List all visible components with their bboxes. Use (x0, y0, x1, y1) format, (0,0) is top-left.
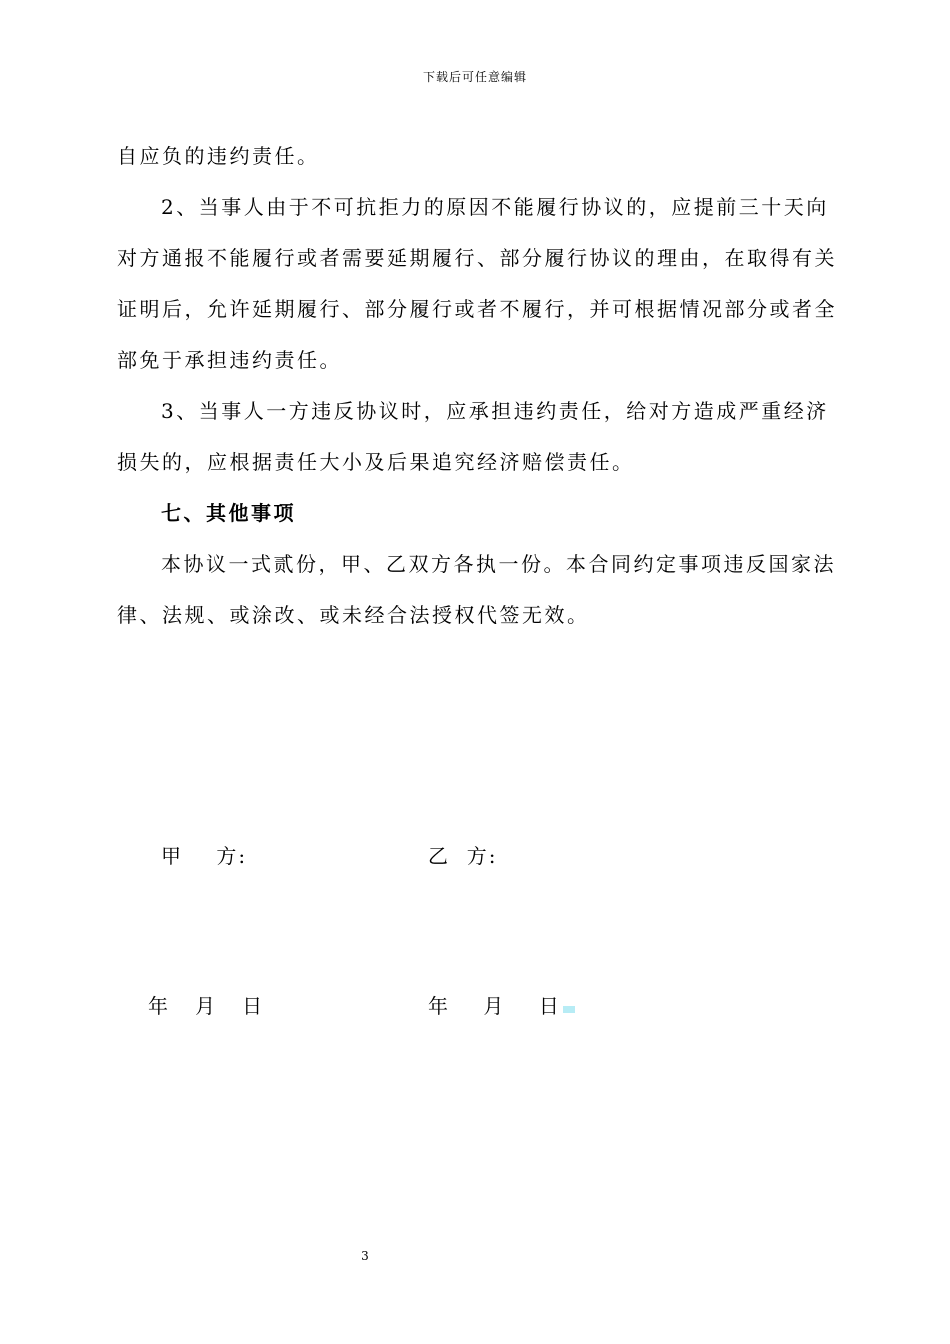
page-number: 3 (361, 1249, 369, 1263)
date-party-a (148, 990, 264, 1019)
page-header: 下载后可任意编辑 (422, 70, 527, 84)
section-title-other-matters: 七、其他事项 (161, 501, 296, 525)
paragraph-continuation: 自应负的违约责任。 (117, 144, 320, 168)
paragraph-breach: 3、当事人一方违反协议时，应承担违约责任，给对方造成严重经济损失的，应根据责任大小及后果追究经济赔偿责任。 (117, 399, 829, 474)
party-b-label: 乙 方: (428, 844, 498, 868)
date-party-b-text: 年 月 日 (428, 994, 561, 1018)
paragraph-force-majeure: 2、当事人由于不可抗拒力的原因不能履行协议的，应提前三十天向对方通报不能履行或者需要延期履行、部分履行协议的理由，在取得有关证明后，允许延期履行、部分履行或者不履行，并可根据情况部分或者全部免于承担违约责任。 (117, 195, 837, 372)
date-party-b (428, 990, 575, 1019)
text-cursor-highlight (563, 1006, 575, 1013)
party-a-label: 甲 方: (161, 844, 248, 868)
paragraph-copies: 本协议一式贰份，甲、乙双方各执一份。本合同约定事项违反国家法律、法规、或涂改、或未经合法授权代签无效。 (117, 552, 836, 627)
date-party-a-text: 年 月 日 (148, 994, 265, 1018)
document-body (117, 131, 839, 641)
